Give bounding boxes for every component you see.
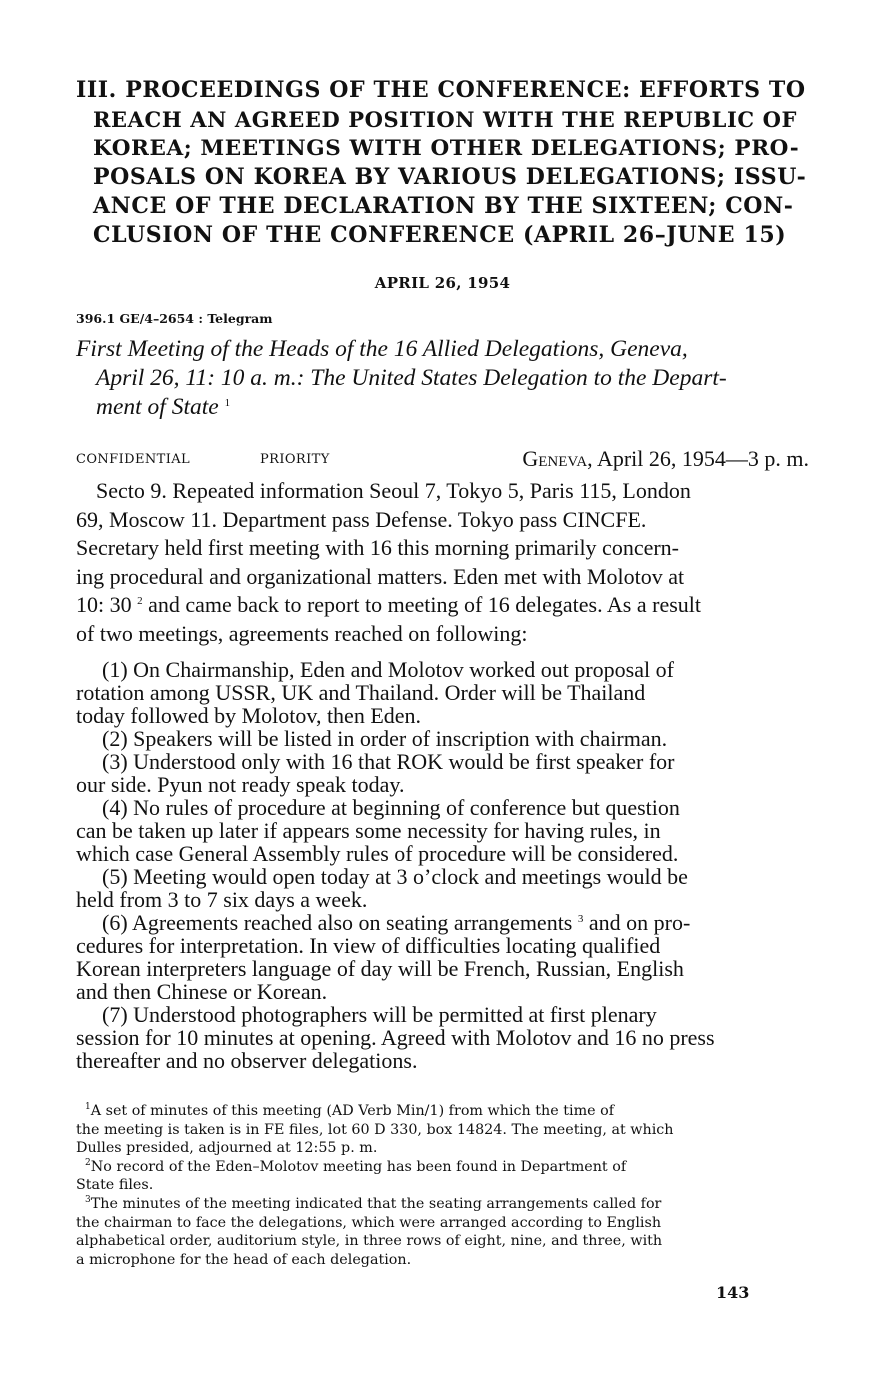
item-line: can be taken up later if appears some necessity for having rules, in [76, 818, 661, 843]
body-text-segment: 10: 30 [76, 592, 138, 617]
page-number: 143 [716, 1283, 750, 1302]
date-heading: APRIL 26, 1954 [374, 274, 511, 292]
body-line: ing procedural and organizational matters. Eden met with Molotov at [76, 563, 685, 589]
classification-label: CONFIDENTIAL [76, 452, 191, 467]
item-line: thereafter and no observer delegations. [76, 1048, 418, 1073]
footnote-text: The minutes of the meeting indicated that the seating arrangements called for [90, 1195, 662, 1212]
classification-row [76, 446, 809, 476]
section-title-line: III. PROCEEDINGS OF THE CONFERENCE: EFFORTS TO [76, 77, 806, 103]
agreement-items [76, 658, 809, 1072]
footnote-marker: 1 [224, 397, 231, 409]
precedence-label: PRIORITY [260, 452, 330, 467]
footnotes [76, 1102, 809, 1269]
item-line: held from 3 to 7 six days a week. [76, 887, 368, 912]
document-title [76, 335, 809, 422]
item-line: (1) On Chairmanship, Eden and Molotov worked out proposal of [102, 657, 674, 682]
item-line: session for 10 minutes at opening. Agreed with Molotov and 16 no press [76, 1025, 715, 1050]
body-line: of two meetings, agreements reached on following: [76, 620, 528, 646]
document-title-line [76, 393, 809, 422]
item-line: today followed by Molotov, then Eden. [76, 703, 422, 728]
item-line: (5) Meeting would open today at 3 o’clock and meetings would be [102, 864, 688, 889]
body-line: Secretary held first meeting with 16 this morning primarily concern- [76, 535, 680, 560]
item-line: our side. Pyun not ready speak today. [76, 772, 405, 797]
footnote-line: the chairman to face the delegations, which were arranged according to English [76, 1214, 662, 1231]
dateline [522, 446, 809, 472]
document-title-line: April 26, 11: 10 a. m.: The United States Delegation to the Depart- [96, 365, 727, 391]
footnote-line: alphabetical order, auditorium style, in three rows of eight, nine, and three, with [76, 1233, 663, 1250]
footnote-line: the meeting is taken is in FE files, lot 60 D 330, box 14824. The meeting, at which [76, 1121, 674, 1138]
body-line: Secto 9. Repeated information Seoul 7, Tokyo 5, Paris 115, London [96, 478, 691, 503]
body-text-segment: and came back to report to meeting of 16 delegates. As a result [142, 592, 701, 617]
section-title-line: REACH AN AGREED POSITION WITH THE REPUBLIC OF [93, 107, 798, 132]
item-line: (2) Speakers will be listed in order of inscription with chairman. [102, 726, 668, 751]
footnote-text: No record of the Eden–Molotov meeting has been found in Department of [90, 1158, 627, 1175]
document-title-line: First Meeting of the Heads of the 16 Allied Delegations, Geneva, [76, 336, 688, 362]
item-line [76, 911, 809, 934]
body-line: 69, Moscow 11. Department pass Defense. Tokyo pass CINCFE. [76, 506, 647, 532]
item-line: (7) Understood photographers will be permitted at first plenary [102, 1002, 657, 1027]
item-line: (4) No rules of procedure at beginning of conference but question [102, 795, 680, 820]
footnote-marker: 3 [577, 913, 584, 925]
footnote-marker: 2 [137, 595, 143, 607]
telegram-body [76, 477, 809, 648]
item-line: rotation among USSR, UK and Thailand. Order will be Thailand [76, 680, 646, 705]
section-title-line: POSALS ON KOREA BY VARIOUS DELEGATIONS; ISSU- [93, 164, 807, 190]
dateline-date: , April 26, 1954—3 p. m. [587, 446, 809, 471]
footnote-line: Dulles presided, adjourned at 12:55 p. m. [76, 1140, 378, 1157]
item-text-segment: and on pro- [583, 910, 691, 935]
footnote-number: 2 [85, 1157, 91, 1168]
footnote-line [76, 1195, 809, 1214]
footnote-line: State files. [76, 1177, 154, 1194]
section-title-line: KOREA; MEETINGS WITH OTHER DELEGATIONS; PRO- [93, 136, 800, 161]
item-line: cedures for interpretation. In view of difficulties locating qualified [76, 933, 661, 958]
footnote-line: a microphone for the head of each delegation. [76, 1251, 412, 1268]
item-line: and then Chinese or Korean. [76, 979, 328, 1004]
footnote-line [76, 1158, 809, 1177]
body-line [76, 591, 809, 620]
footnote-text: A set of minutes of this meeting (AD Verb Min/1) from which the time of [90, 1103, 615, 1119]
file-reference: 396.1 GE/4–2654 : Telegram [76, 311, 273, 326]
item-line: Korean interpreters language of day will be French, Russian, English [76, 956, 684, 981]
item-line: (3) Understood only with 16 that ROK would be first speaker for [102, 749, 675, 774]
item-text-segment: (6) Agreements reached also on seating arrangements [102, 910, 578, 935]
footnote-line [76, 1102, 809, 1121]
section-title [76, 76, 809, 250]
dateline-place: Geneva [522, 446, 588, 471]
document-title-text: ment of State [96, 394, 219, 420]
footnote-number: 1 [85, 1102, 91, 1112]
section-title-line: ANCE OF THE DECLARATION BY THE SIXTEEN; CON- [93, 193, 794, 219]
footnote-number: 3 [85, 1194, 91, 1205]
item-line: which case General Assembly rules of procedure will be considered. [76, 841, 679, 866]
section-title-line: CLUSION OF THE CONFERENCE (APRIL 26–JUNE 15) [93, 222, 787, 248]
